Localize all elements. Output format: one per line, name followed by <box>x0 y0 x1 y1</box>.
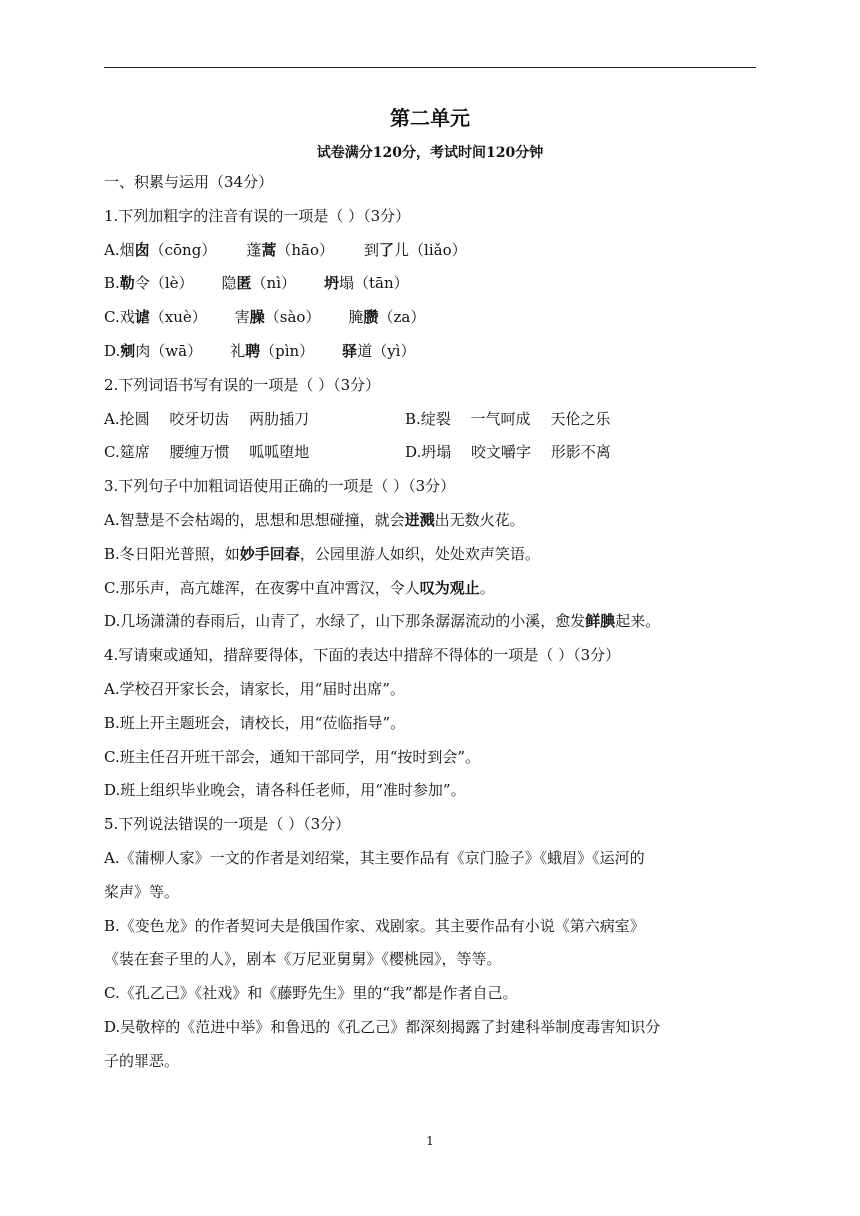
question-5-option-b-line-1: B.《变色龙》的作者契诃夫是俄国作家、戏剧家。其主要作品有小说《第六病室》 <box>104 916 645 935</box>
question-5-option-a-line-2: 桨声》等。 <box>104 882 180 901</box>
question-4-option-d: D.班上组织毕业晚会，请各科任老师，用“准时参加”。 <box>104 781 466 800</box>
question-4-option-a: A.学校召开家长会，请家长，用“届时出席”。 <box>104 679 405 698</box>
question-1-option-d: D.剜肉（wā） 礼聘（pìn） 驿道（yì） <box>104 341 416 360</box>
question-2-row-2 <box>104 436 756 470</box>
section-heading: 一、积累与运用（34分） <box>104 173 274 191</box>
question-5-option-d-line-2: 子的罪恶。 <box>104 1051 180 1070</box>
question-5-option-d-line-1: D.吴敬梓的《范进中举》和鲁迅的《孔乙己》都深刻揭露了封建科举制度毒害知识分 <box>104 1017 661 1036</box>
question-3-option-c: C.那乐声，高亢雄浑，在夜雾中直冲霄汉，令人叹为观止。 <box>104 578 495 597</box>
question-1-option-b: B.勒令（lè） 隐匿（nì） 坍塌（tān） <box>104 274 409 293</box>
question-2-option-d: D.坍塌 咬文嚼字 形影不离 <box>405 443 611 462</box>
question-2-option-c: C.筵席 腰缠万惯 呱呱堕地 <box>104 443 310 462</box>
question-4-stem: 4.写请柬或通知，措辞要得体，下面的表达中措辞不得体的一项是（ ）（3分） <box>104 646 621 665</box>
question-5-option-b-line-2: 《装在套子里的人》，剧本《万尼亚舅舅》《樱桃园》，等等。 <box>104 950 502 969</box>
question-4-option-c: C.班主任召开班干部会，通知干部同学，用“按时到会”。 <box>104 747 481 766</box>
question-1-option-c: C.戏谑（xuè） 害臊（sào） 腌臜（za） <box>104 308 426 327</box>
question-5-stem: 5.下列说法错误的一项是（ ）（3分） <box>104 815 351 834</box>
header-rule <box>104 67 756 68</box>
question-1-stem: 1.下列加粗字的注音有误的一项是（ ）（3分） <box>104 206 411 225</box>
question-2-stem: 2.下列词语书写有误的一项是（ ）（3分） <box>104 375 381 394</box>
page-number: 1 <box>426 1134 434 1148</box>
question-3-option-d: D.几场潇潇的春雨后，山青了，水绿了，山下那条潺潺流动的小溪，愈发鲜腆起来。 <box>104 612 661 631</box>
question-3-stem: 3.下列句子中加粗词语使用正确的一项是（ ）（3分） <box>104 477 456 496</box>
question-1-option-a: A.烟囱（cōng） 蓬蒿（hāo） 到了儿（liǎo） <box>104 240 467 259</box>
question-5-option-a-line-1: A.《蒲柳人家》一文的作者是刘绍棠，其主要作品有《京门脸子》《蛾眉》《运河的 <box>104 848 645 867</box>
question-3-option-a: A.智慧是不会枯竭的，思想和思想碰撞，就会迸溅出无数火花。 <box>104 510 525 529</box>
page-title: 第二单元 <box>390 106 470 130</box>
question-5-option-c: C.《孔乙己》《社戏》和《藤野先生》里的“我”都是作者自己。 <box>104 984 518 1003</box>
question-2-option-a: A.抡圆 咬牙切齿 两肋插刀 <box>104 409 310 428</box>
question-2-option-b: B.绽裂 一气呵成 天伦之乐 <box>405 409 611 428</box>
question-4-option-b: B.班上开主题班会，请校长，用“莅临指导”。 <box>104 713 406 732</box>
question-3-option-b: B.冬日阳光普照，如妙手回春，公园里游人如织，处处欢声笑语。 <box>104 544 540 563</box>
exam-content <box>104 100 756 1079</box>
question-2-row-1 <box>104 403 756 437</box>
exam-subtitle: 试卷满分120分，考试时间120分钟 <box>316 145 544 161</box>
